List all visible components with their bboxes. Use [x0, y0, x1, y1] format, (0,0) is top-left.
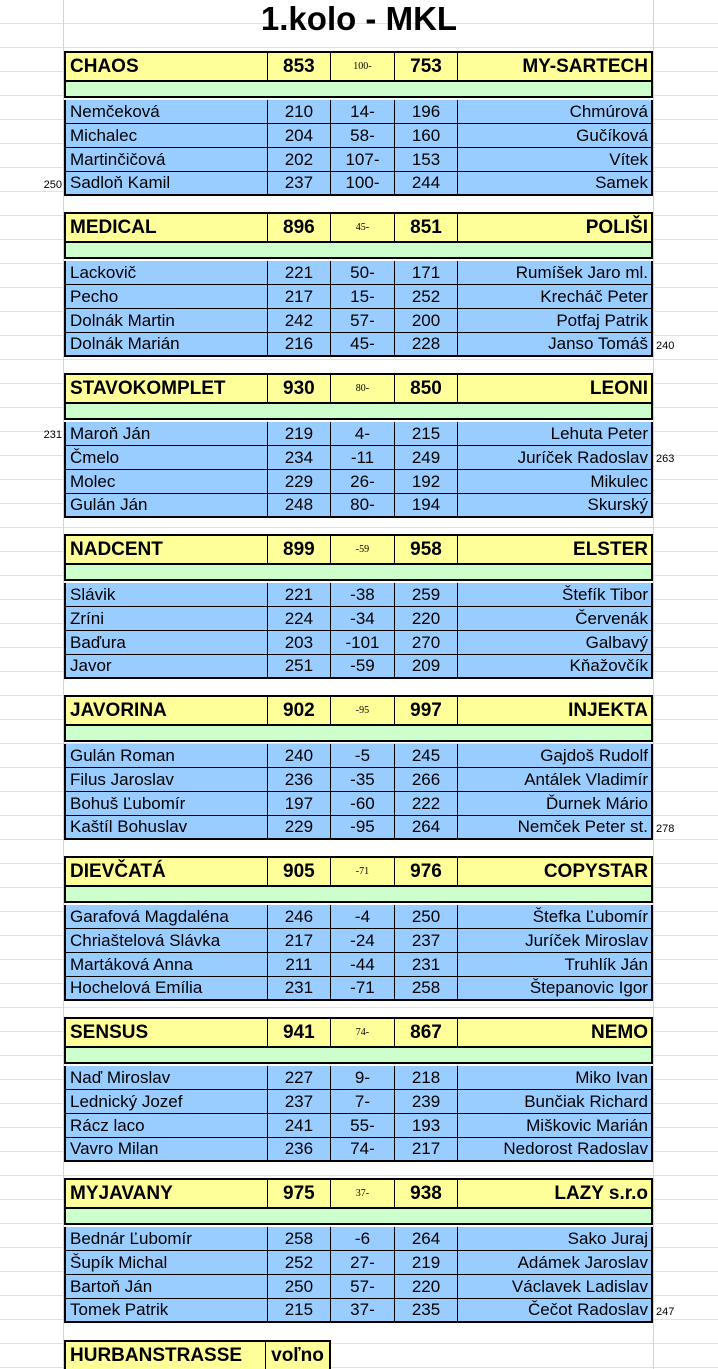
player-difference: -101	[331, 631, 395, 654]
away-player-score: 219	[395, 1251, 459, 1274]
player-difference: -34	[331, 607, 395, 630]
away-player-name: Miškovic Marián	[526, 1115, 648, 1135]
player-row	[64, 607, 653, 631]
player-difference: -38	[331, 583, 395, 606]
away-player-name: Nemček Peter st.	[517, 817, 648, 836]
player-difference: -5	[331, 744, 395, 767]
match-header	[64, 856, 653, 887]
home-team-name: SENSUS	[66, 1019, 268, 1046]
home-player-score: 197	[268, 792, 332, 815]
side-note: 247	[656, 1306, 675, 1318]
away-team-score: 976	[395, 858, 459, 885]
player-difference: -11	[331, 446, 395, 469]
away-player-score: 245	[395, 744, 459, 767]
home-player-name: Bednár Ľubomír	[66, 1227, 268, 1250]
away-player-name: Lehuta Peter	[550, 423, 648, 443]
match-separator	[64, 1048, 653, 1064]
player-row	[64, 977, 653, 1001]
away-player-name: Juríček Radoslav	[517, 447, 648, 467]
player-row	[64, 172, 653, 196]
away-player-name: Mikulec	[590, 471, 648, 491]
away-player-name: Chmúrová	[569, 101, 648, 121]
home-player-score: 242	[268, 309, 332, 332]
side-note: 263	[656, 453, 675, 465]
home-player-score: 234	[268, 446, 332, 469]
free-team-name: HURBANSTRASSE	[66, 1342, 266, 1369]
away-player-name: Krecháč Peter	[540, 286, 648, 306]
away-player-name: Štefka Ľubomír	[532, 906, 648, 926]
player-difference: -44	[331, 953, 395, 976]
player-row	[64, 1114, 653, 1138]
player-row	[64, 261, 653, 285]
home-player-name: Bohuš Ľubomír	[66, 792, 268, 815]
player-row	[64, 816, 653, 840]
home-team-name: MYJAVANY	[66, 1180, 268, 1207]
away-player-score: 258	[395, 977, 459, 999]
away-player-name: Janso Tomáš	[548, 334, 648, 353]
match-separator	[64, 726, 653, 742]
home-player-name: Chriaštelová Slávka	[66, 929, 268, 952]
home-player-name: Filus Jaroslav	[66, 768, 268, 791]
player-difference: 45-	[331, 333, 395, 355]
home-player-score: 202	[268, 148, 332, 171]
match-separator	[64, 887, 653, 903]
away-team-score: 938	[395, 1180, 459, 1207]
away-player-score: 209	[395, 655, 459, 677]
home-team-name: CHAOS	[66, 53, 268, 80]
away-player-name: Gučíková	[576, 125, 648, 145]
player-difference: -6	[331, 1227, 395, 1250]
away-player-name: Samek	[595, 173, 648, 192]
home-player-score: 211	[268, 953, 332, 976]
home-player-score: 215	[268, 1299, 332, 1321]
home-player-name: Maroň Ján	[66, 422, 268, 445]
player-difference: -24	[331, 929, 395, 952]
player-row	[64, 1138, 653, 1162]
player-difference: 50-	[331, 261, 395, 284]
home-team-name: JAVORINA	[66, 697, 268, 724]
away-player-score: 252	[395, 285, 459, 308]
away-player-score: 218	[395, 1066, 459, 1089]
away-player-score: 171	[395, 261, 459, 284]
free-team-row	[64, 1340, 331, 1369]
away-team-name: INJEKTA	[568, 699, 648, 721]
player-row	[64, 309, 653, 333]
away-player-score: 222	[395, 792, 459, 815]
player-row	[64, 744, 653, 768]
away-team-score: 753	[395, 53, 459, 80]
away-team-score: 851	[395, 214, 459, 241]
home-player-score: 240	[268, 744, 332, 767]
away-player-score: 160	[395, 124, 459, 147]
home-team-name: STAVOKOMPLET	[66, 375, 268, 402]
away-team-name: POLIŠI	[585, 216, 648, 238]
player-difference: 14-	[331, 100, 395, 123]
player-row	[64, 333, 653, 357]
away-player-name: Štefík Tibor	[562, 584, 648, 604]
home-player-name: Dolnák Marián	[66, 333, 268, 355]
home-team-score: 899	[268, 536, 332, 563]
match-header	[64, 373, 653, 404]
away-player-score: 235	[395, 1299, 459, 1321]
home-player-name: Zríni	[66, 607, 268, 630]
away-player-score: 217	[395, 1138, 459, 1160]
home-player-name: Lednický Jozef	[66, 1090, 268, 1113]
away-player-score: 194	[395, 494, 459, 516]
player-difference: 80-	[331, 494, 395, 516]
match-header	[64, 1017, 653, 1048]
match-header	[64, 695, 653, 726]
player-difference: 107-	[331, 148, 395, 171]
away-team-name: ELSTER	[573, 538, 648, 560]
match-separator	[64, 404, 653, 420]
home-player-score: 210	[268, 100, 332, 123]
player-row	[64, 929, 653, 953]
home-player-name: Šupík Michal	[66, 1251, 268, 1274]
away-player-name: Červenák	[575, 608, 648, 628]
home-player-score: 236	[268, 1138, 332, 1160]
away-player-score: 270	[395, 631, 459, 654]
away-team-name: MY-SARTECH	[522, 55, 648, 77]
player-difference: -59	[331, 655, 395, 677]
player-difference: 9-	[331, 1066, 395, 1089]
home-player-name: Hochelová Emília	[66, 977, 268, 999]
away-player-name: Truhlík Ján	[564, 954, 648, 974]
player-difference: 57-	[331, 309, 395, 332]
away-team-score: 997	[395, 697, 459, 724]
away-player-score: 196	[395, 100, 459, 123]
away-player-score: 264	[395, 1227, 459, 1250]
home-player-score: 227	[268, 1066, 332, 1089]
away-team-score: 958	[395, 536, 459, 563]
away-player-score: 220	[395, 1275, 459, 1298]
away-player-score: 220	[395, 607, 459, 630]
home-player-score: 252	[268, 1251, 332, 1274]
home-player-score: 241	[268, 1114, 332, 1137]
home-player-score: 258	[268, 1227, 332, 1250]
player-row	[64, 148, 653, 172]
player-difference: -71	[331, 977, 395, 999]
away-player-name: Antálek Vladimír	[524, 769, 648, 789]
free-label: voľno	[271, 1344, 324, 1366]
home-player-score: 217	[268, 285, 332, 308]
home-player-name: Vavro Milan	[66, 1138, 268, 1160]
match-difference: 74-	[331, 1019, 395, 1046]
home-player-name: Pecho	[66, 285, 268, 308]
player-row	[64, 1251, 653, 1275]
home-team-score: 975	[268, 1180, 332, 1207]
player-row	[64, 768, 653, 792]
side-note: 231	[43, 429, 62, 441]
home-player-score: 237	[268, 1090, 332, 1113]
player-row	[64, 1227, 653, 1251]
player-difference: 55-	[331, 1114, 395, 1137]
home-player-name: Tomek Patrik	[66, 1299, 268, 1321]
player-difference: 7-	[331, 1090, 395, 1113]
player-difference: 27-	[331, 1251, 395, 1274]
away-team-name: NEMO	[590, 1021, 648, 1043]
match-header	[64, 51, 653, 82]
home-player-name: Dolnák Martin	[66, 309, 268, 332]
match-difference: 45-	[331, 214, 395, 241]
player-row	[64, 470, 653, 494]
home-player-score: 236	[268, 768, 332, 791]
player-row	[64, 1275, 653, 1299]
player-difference: 57-	[331, 1275, 395, 1298]
player-difference: 15-	[331, 285, 395, 308]
match-difference: -71	[331, 858, 395, 885]
home-player-name: Gulán Ján	[66, 494, 268, 516]
home-player-score: 250	[268, 1275, 332, 1298]
home-player-name: Lackovič	[66, 261, 268, 284]
side-note: 250	[43, 179, 62, 191]
player-difference: 4-	[331, 422, 395, 445]
home-player-score: 219	[268, 422, 332, 445]
home-player-name: Michalec	[66, 124, 268, 147]
away-player-name: Galbavý	[585, 632, 648, 652]
home-team-score: 930	[268, 375, 332, 402]
away-player-name: Skurský	[587, 495, 648, 514]
away-team-name: COPYSTAR	[543, 860, 648, 882]
home-player-name: Javor	[66, 655, 268, 677]
home-player-score: 203	[268, 631, 332, 654]
away-team-score: 850	[395, 375, 459, 402]
match-separator	[64, 243, 653, 259]
home-team-score: 853	[268, 53, 332, 80]
home-player-score: 216	[268, 333, 332, 355]
player-difference: 74-	[331, 1138, 395, 1160]
away-player-score: 250	[395, 905, 459, 928]
home-team-score: 941	[268, 1019, 332, 1046]
player-difference: 100-	[331, 172, 395, 194]
home-player-score: 237	[268, 172, 332, 194]
away-team-score: 867	[395, 1019, 459, 1046]
match-separator	[64, 565, 653, 581]
home-player-name: Garafová Magdaléna	[66, 905, 268, 928]
home-team-score: 905	[268, 858, 332, 885]
player-difference: 37-	[331, 1299, 395, 1321]
match-difference: 37-	[331, 1180, 395, 1207]
home-player-name: Čmelo	[66, 446, 268, 469]
player-difference: 26-	[331, 470, 395, 493]
away-player-name: Miko Ivan	[575, 1067, 648, 1087]
player-difference: -4	[331, 905, 395, 928]
away-player-score: 249	[395, 446, 459, 469]
match-header	[64, 534, 653, 565]
away-player-score: 231	[395, 953, 459, 976]
home-player-score: 217	[268, 929, 332, 952]
player-row	[64, 655, 653, 679]
away-player-name: Vítek	[609, 149, 648, 169]
away-player-name: Rumíšek Jaro ml.	[515, 262, 648, 282]
home-team-name: NADCENT	[66, 536, 268, 563]
match-difference: -59	[331, 536, 395, 563]
player-row	[64, 124, 653, 148]
home-player-name: Sadloň Kamil	[66, 172, 268, 194]
away-player-score: 215	[395, 422, 459, 445]
home-player-name: Kaštíl Bohuslav	[66, 816, 268, 838]
away-player-name: Adámek Jaroslav	[517, 1252, 648, 1272]
away-player-name: Čečot Radoslav	[527, 1300, 648, 1319]
player-row	[64, 446, 653, 470]
away-team-name: LEONI	[589, 377, 648, 399]
home-player-score: 224	[268, 607, 332, 630]
home-player-score: 251	[268, 655, 332, 677]
away-player-score: 193	[395, 1114, 459, 1137]
home-player-score: 231	[268, 977, 332, 999]
player-difference: -60	[331, 792, 395, 815]
page-title: 1.kolo - MKL	[260, 0, 458, 37]
player-row	[64, 583, 653, 607]
player-row	[64, 1090, 653, 1114]
player-row	[64, 631, 653, 655]
away-player-score: 192	[395, 470, 459, 493]
home-player-name: Rácz laco	[66, 1114, 268, 1137]
away-player-name: Ďurnek Mário	[545, 793, 648, 813]
away-player-name: Kňažovčík	[569, 656, 648, 675]
away-player-score: 153	[395, 148, 459, 171]
player-row	[64, 1066, 653, 1090]
away-player-score: 266	[395, 768, 459, 791]
away-player-score: 228	[395, 333, 459, 355]
match-separator	[64, 82, 653, 98]
away-player-score: 239	[395, 1090, 459, 1113]
away-team-name: LAZY s.r.o	[554, 1182, 648, 1204]
player-difference: 58-	[331, 124, 395, 147]
home-player-name: Nemčeková	[66, 100, 268, 123]
match-difference: 100-	[331, 53, 395, 80]
away-player-score: 259	[395, 583, 459, 606]
home-player-name: Molec	[66, 470, 268, 493]
away-player-name: Václavek Ladislav	[511, 1276, 648, 1296]
home-team-name: MEDICAL	[66, 214, 268, 241]
away-player-name: Sako Juraj	[567, 1228, 648, 1248]
home-team-score: 896	[268, 214, 332, 241]
match-difference: -95	[331, 697, 395, 724]
match-difference: 80-	[331, 375, 395, 402]
away-player-name: Štepanovic Igor	[529, 978, 648, 997]
home-player-score: 248	[268, 494, 332, 516]
player-row	[64, 1299, 653, 1323]
match-separator	[64, 1209, 653, 1225]
home-player-name: Naď Miroslav	[66, 1066, 268, 1089]
home-player-name: Gulán Roman	[66, 744, 268, 767]
home-team-score: 902	[268, 697, 332, 724]
home-player-name: Slávik	[66, 583, 268, 606]
side-note: 278	[656, 823, 675, 835]
home-player-name: Bartoň Ján	[66, 1275, 268, 1298]
home-team-name: DIEVČATÁ	[66, 858, 268, 885]
away-player-score: 264	[395, 816, 459, 838]
player-row	[64, 100, 653, 124]
home-player-name: Martáková Anna	[66, 953, 268, 976]
away-player-score: 244	[395, 172, 459, 194]
match-header	[64, 212, 653, 243]
player-row	[64, 953, 653, 977]
player-row	[64, 792, 653, 816]
home-player-score: 246	[268, 905, 332, 928]
player-row	[64, 494, 653, 518]
away-player-name: Bunčiak Richard	[524, 1091, 648, 1111]
player-difference: -95	[331, 816, 395, 838]
player-row	[64, 285, 653, 309]
away-player-name: Gajdoš Rudolf	[540, 745, 648, 765]
home-player-score: 229	[268, 470, 332, 493]
away-player-name: Juríček Miroslav	[525, 930, 648, 950]
away-player-name: Nedorost Radoslav	[503, 1139, 648, 1158]
player-difference: -35	[331, 768, 395, 791]
home-player-name: Martinčičová	[66, 148, 268, 171]
away-player-score: 237	[395, 929, 459, 952]
side-note: 240	[656, 340, 675, 352]
match-header	[64, 1178, 653, 1209]
player-row	[64, 422, 653, 446]
home-player-score: 221	[268, 261, 332, 284]
away-player-score: 200	[395, 309, 459, 332]
home-player-score: 229	[268, 816, 332, 838]
home-player-score: 204	[268, 124, 332, 147]
away-player-name: Potfaj Patrik	[556, 310, 648, 330]
home-player-score: 221	[268, 583, 332, 606]
home-player-name: Baďura	[66, 631, 268, 654]
player-row	[64, 905, 653, 929]
